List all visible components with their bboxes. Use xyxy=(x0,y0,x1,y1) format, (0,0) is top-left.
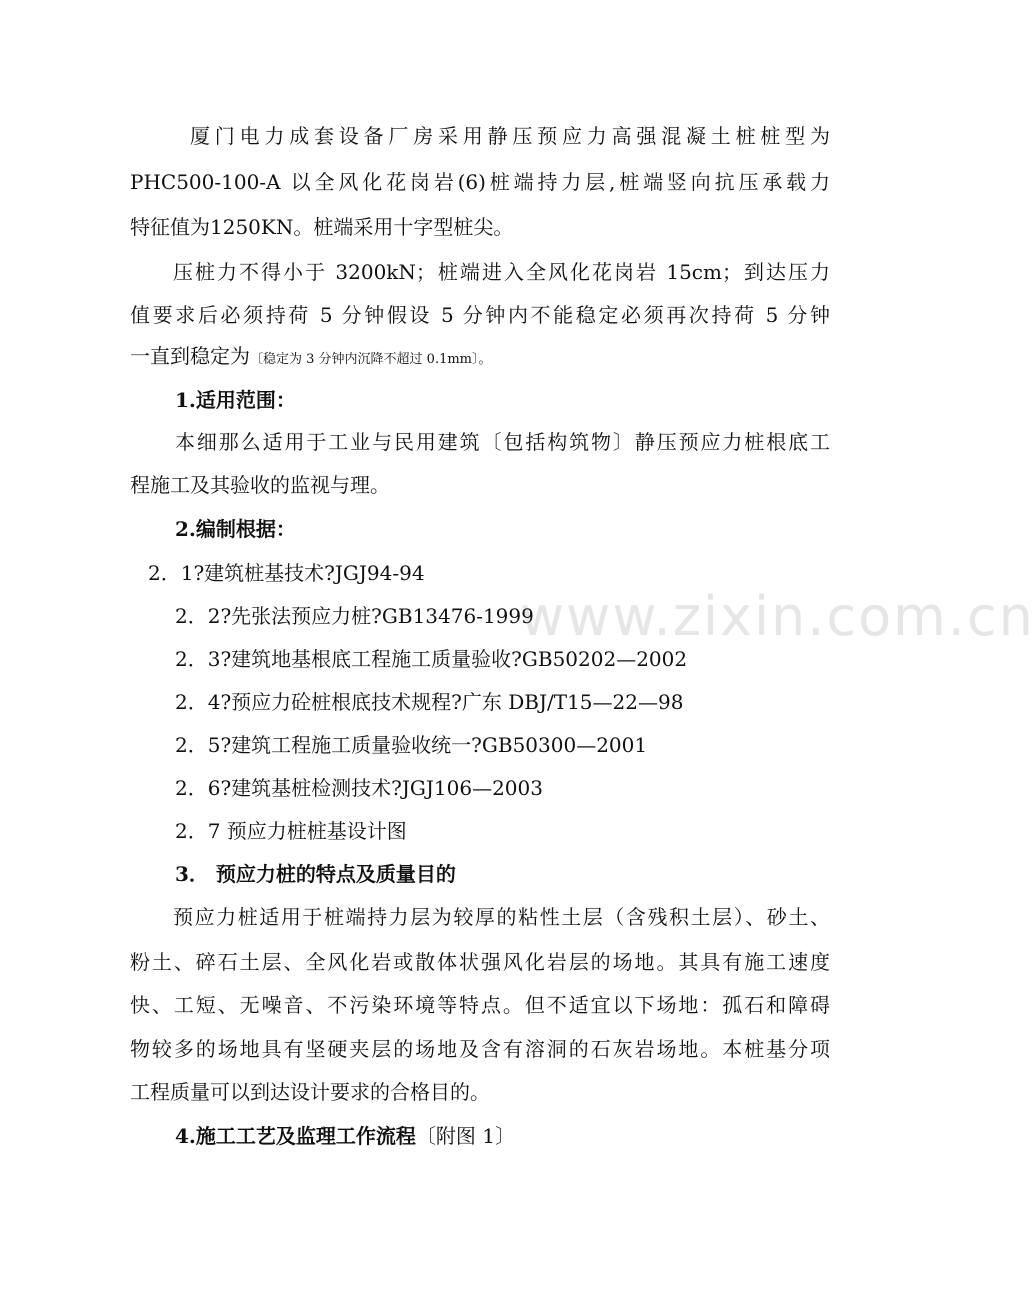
section4-heading: 4.施工工艺及监理工作流程 xyxy=(175,1124,416,1148)
section3-line-4: 物较多的场地具有坚硬夹层的场地及含有溶洞的石灰岩场地。本桩基分项 xyxy=(130,1037,830,1061)
section3-heading: 3． 预应力桩的特点及质量目的 xyxy=(175,862,456,886)
reference-item: 2．1?建筑桩基技术?JGJ94-94 xyxy=(148,561,425,585)
section2-heading: 2.编制根据： xyxy=(175,517,296,541)
para1-line-2: PHC500-100-A 以全风化花岗岩(6)桩端持力层,桩端竖向抗压承载力 xyxy=(130,170,830,194)
section4-heading-line xyxy=(175,1121,515,1151)
section3-line-3: 快、工短、无噪音、不污染环境等特点。但不适宜以下场地：孤石和障碍 xyxy=(130,993,830,1017)
section1-heading: 1.适用范围： xyxy=(175,388,296,412)
stability-note: 〔稳定为 3 分钟内沉降不超过 0.1mm〕。 xyxy=(250,352,492,367)
section3-line-2: 粉土、碎石土层、全风化岩或散体状强风化岩层的场地。其具有施工速度 xyxy=(130,950,830,974)
para1-line-3: 特征值为1250KN。桩端采用十字型桩尖。 xyxy=(130,215,514,239)
section3-line-1: 预应力桩适用于桩端持力层为较厚的粘性土层（含残积土层）、砂土、 xyxy=(173,905,830,929)
reference-item: 2．7 预应力桩桩基设计图 xyxy=(175,819,407,843)
reference-item: 2．4?预应力砼桩根底技术规程?广东 DBJ/T15—22—98 xyxy=(175,690,684,714)
para2-line-3-text: 一直到稳定为 xyxy=(130,344,250,368)
reference-item: 2．6?建筑基桩检测技术?JGJ106—2003 xyxy=(175,776,543,800)
reference-item: 2．2?先张法预应力桩?GB13476-1999 xyxy=(175,604,534,628)
section1-line-2: 程施工及其验收的监视与理。 xyxy=(130,473,390,497)
para2-line-3 xyxy=(130,341,492,375)
section3-line-5: 工程质量可以到达设计要求的合格目的。 xyxy=(130,1080,490,1104)
section4-figure-ref: 〔附图 1〕 xyxy=(415,1124,515,1148)
reference-item: 2．3?建筑地基根底工程施工质量验收?GB50202—2002 xyxy=(175,647,688,671)
para2-line-1: 压桩力不得小于 3200kN；桩端进入全风化花岗岩 15cm；到达压力 xyxy=(173,260,830,284)
para1-line-1: 厦门电力成套设备厂房采用静压预应力高强混凝土桩桩型为 xyxy=(190,124,830,148)
watermark: www.zixin.com.cn xyxy=(520,585,1035,648)
para2-line-2: 值要求后必须持荷 5 分钟假设 5 分钟内不能稳定必须再次持荷 5 分钟 xyxy=(130,303,830,327)
section1-line-1: 本细那么适用于工业与民用建筑〔包括构筑物〕静压预应力桩根底工 xyxy=(175,430,830,454)
reference-item: 2．5?建筑工程施工质量验收统一?GB50300—2001 xyxy=(175,733,648,757)
